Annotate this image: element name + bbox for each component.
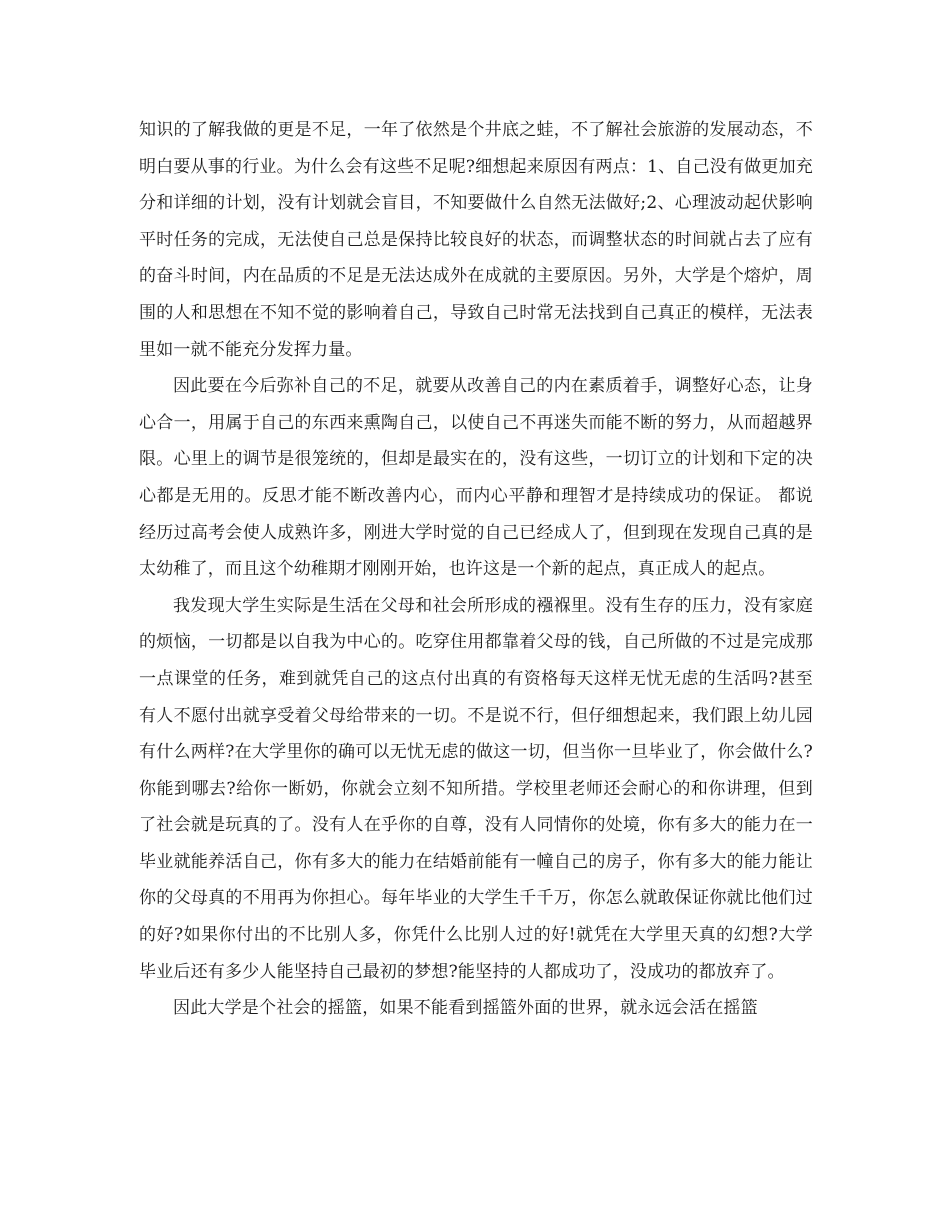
document-body: [139, 112, 813, 1027]
paragraph-2: 因此要在今后弥补自己的不足，就要从改善自己的内在素质着手，调整好心态，让身心合一，用属于自己的东西来熏陶自己，以使自己不再迷失而能不断的努力，从而超越界限。心里上的调节是很笼统的，但却是最实在的，没有这些，一切订立的计划和下定的决心都是无用的。反思才能不断改善内心，而内心平静和理智才是持续成功的保证。 都说经历过高考会使人成熟许多，刚进大学时觉的自己已经成人了，但到现在发现自己真的是太幼稚了，而且这个幼稚期才刚刚开始，也许这是一个新的起点，真正成人的起点。: [139, 376, 813, 580]
paragraph-1: 知识的了解我做的更是不足，一年了依然是个井底之蛙，不了解社会旅游的发展动态，不明白要从事的行业。为什么会有这些不足呢?细想起来原因有两点：1、自己没有做更加充分和详细的计划，没有计划就会盲目，不知要做什么自然无法做好;2、心理波动起伏影响平时任务的完成，无法使自己总是保持比较良好的状态，而调整状态的时间就占去了应有的奋斗时间，内在品质的不足是无法达成外在成就的主要原因。另外，大学是个熔炉，周围的人和思想在不知不觉的影响着自己，导致自己时常无法找到自己真正的模样，无法表里如一就不能充分发挥力量。: [139, 120, 813, 360]
paragraph-3: 我发现大学生实际是生活在父母和社会所形成的襁褓里。没有生存的压力，没有家庭的烦恼，一切都是以自我为中心的。吃穿住用都靠着父母的钱，自己所做的不过是完成那一点课堂的任务，难到就凭自己的这点付出真的有资格每天这样无忧无虑的生活吗?甚至有人不愿付出就享受着父母给带来的一切。不是说不行，但仔细想起来，我们跟上幼儿园有什么两样?在大学里你的确可以无忧无虑的做这一切，但当你一旦毕业了，你会做什么?你能到哪去?给你一断奶，你就会立刻不知所措。学校里老师还会耐心的和你讲理，但到了社会就是玩真的了。没有人在乎你的自尊，没有人同情你的处境，你有多大的能力在一毕业就能养活自己，你有多大的能力在结婚前能有一幢自己的房子，你有多大的能力能让你的父母真的不用再为你担心。每年毕业的大学生千千万，你怎么就敢保证你就比他们过的好?如果你付出的不比别人多，你凭什么比别人过的好!就凭在大学里天真的幻想?大学毕业后还有多少人能坚持自己最初的梦想?能坚持的人都成功了，没成功的都放弃了。: [139, 595, 813, 982]
paragraph-4: 因此大学是个社会的摇篮，如果不能看到摇篮外面的世界，就永远会活在摇篮: [173, 998, 758, 1019]
